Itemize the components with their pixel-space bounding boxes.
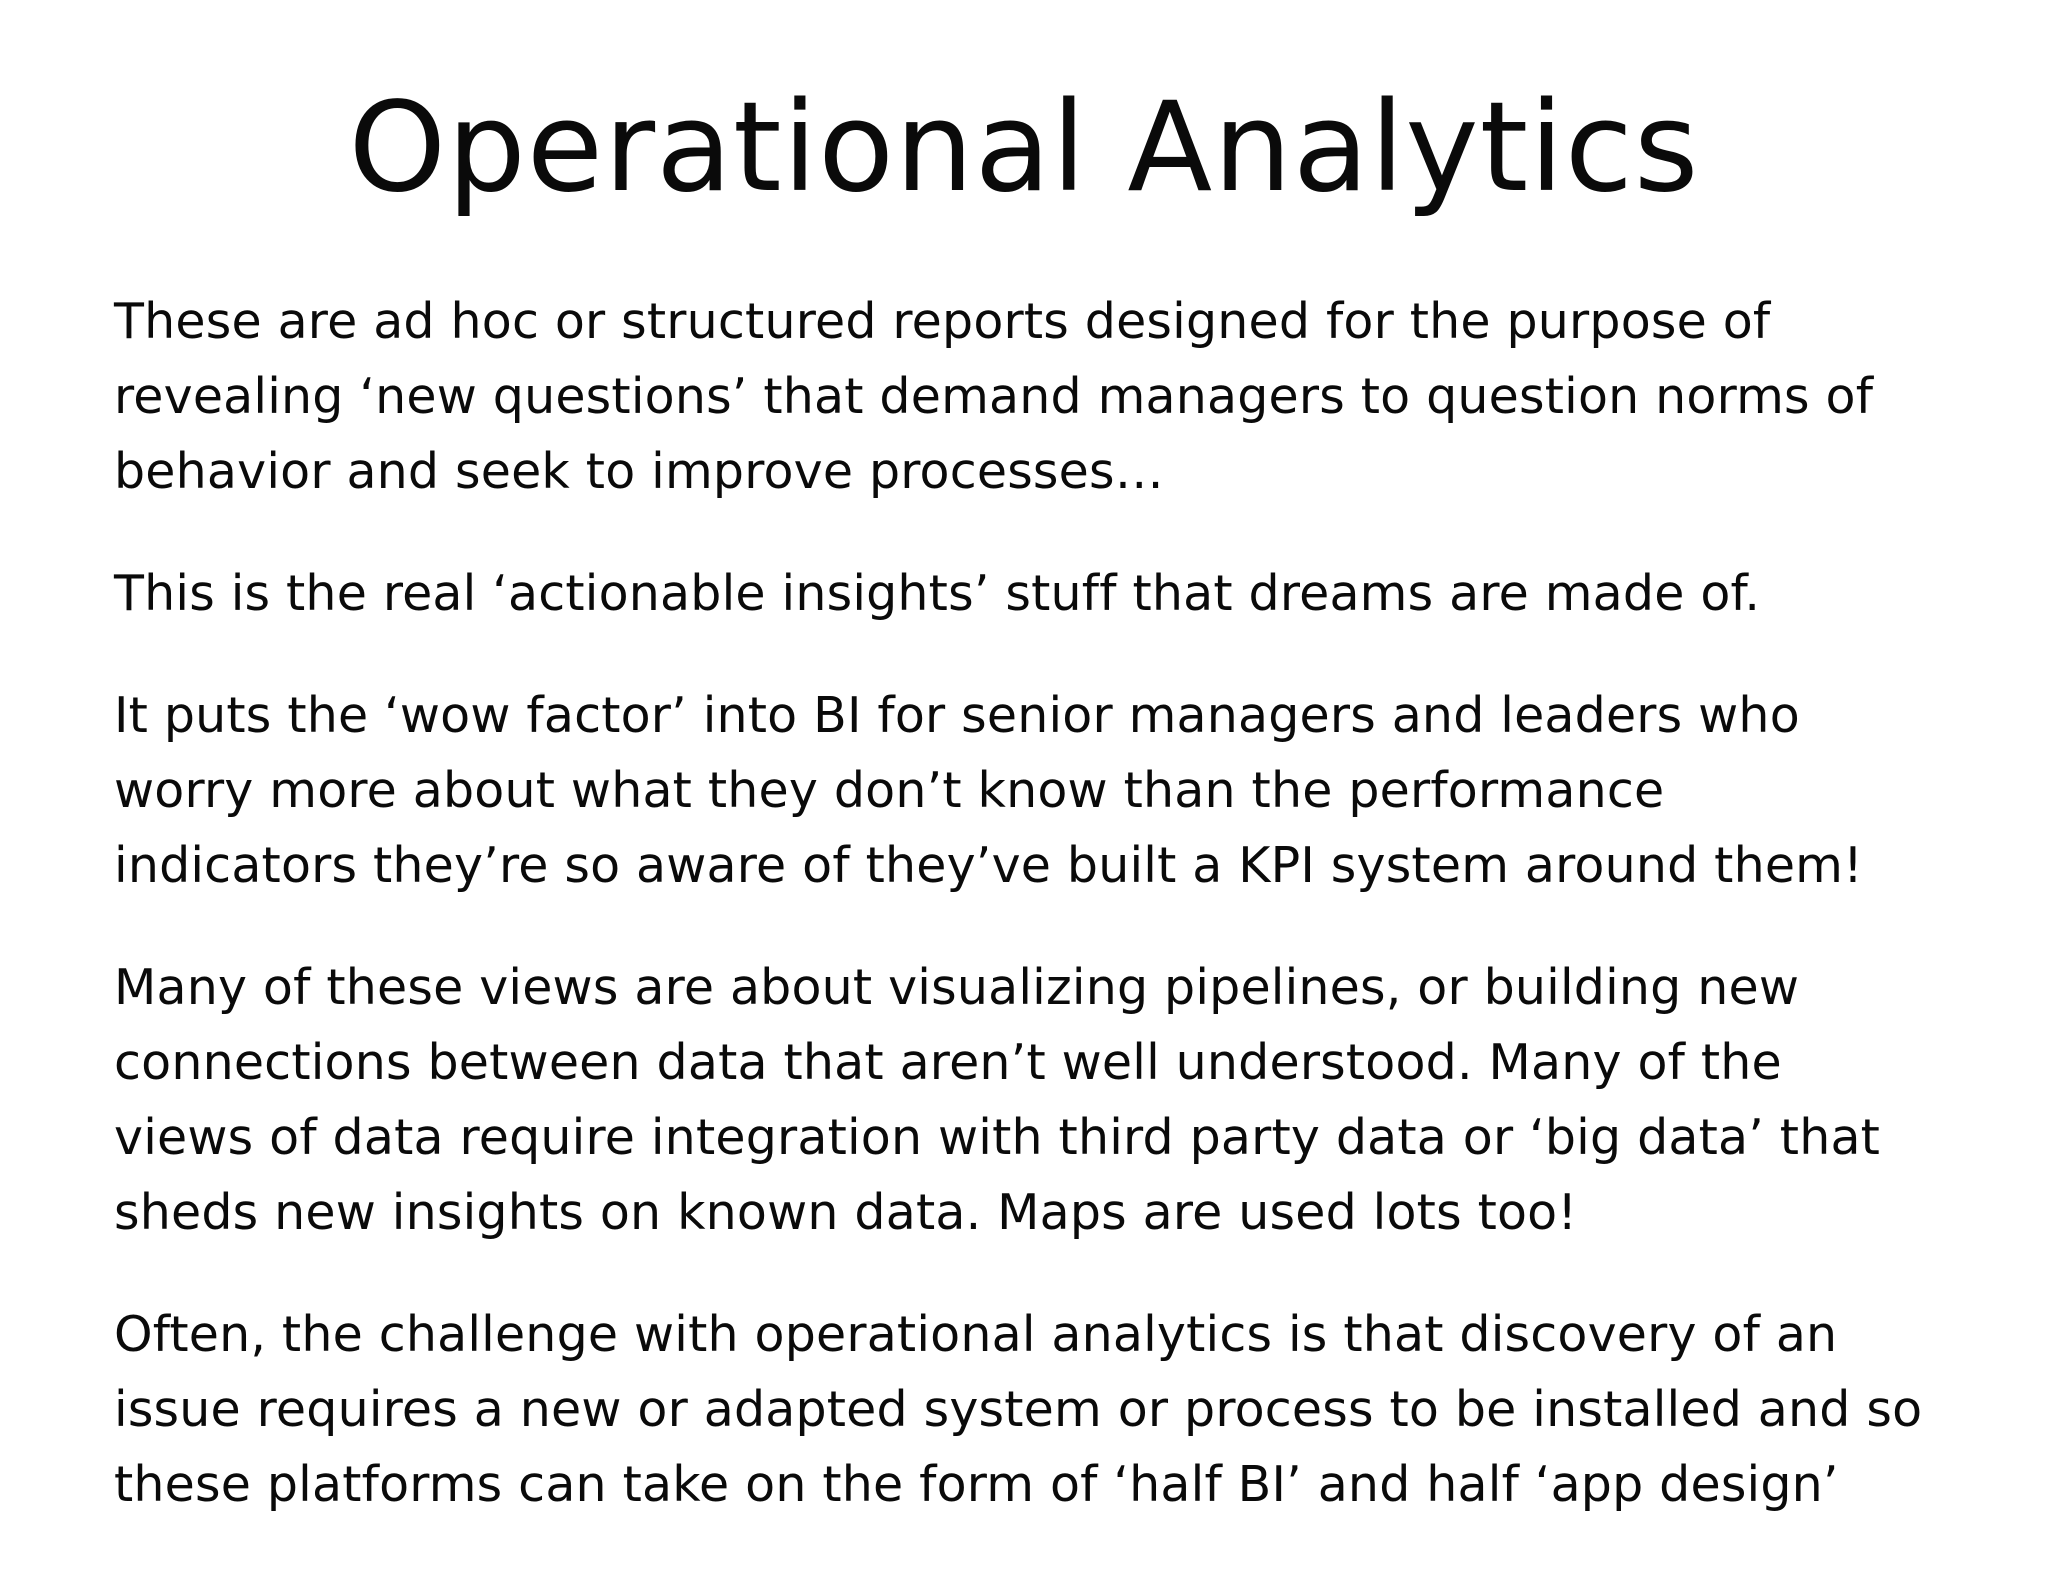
- paragraph-challenge: [114, 1297, 1994, 1522]
- slide-body: [114, 284, 1994, 1569]
- paragraph-line: It puts the ‘wow factor’ into BI for senior managers and leaders who: [114, 687, 1800, 744]
- paragraph-line: sheds new insights on known data. Maps are used lots too!: [114, 1184, 1578, 1241]
- paragraph-line: connections between data that aren’t well understood. Many of the: [114, 1034, 1782, 1091]
- slide-title: Operational Analytics: [348, 76, 1700, 220]
- paragraph-line: issue requires a new or adapted system or process to be installed and so: [114, 1381, 1923, 1438]
- paragraph-views: [114, 950, 1994, 1250]
- paragraph-line: views of data require integration with third party data or ‘big data’ that: [114, 1109, 1881, 1166]
- paragraph-line: Often, the challenge with operational analytics is that discovery of an: [114, 1306, 1838, 1363]
- paragraph-actionable-insights: [114, 556, 1994, 631]
- paragraph-purpose: [114, 284, 1994, 509]
- paragraph-line: worry more about what they don’t know than the performance: [114, 762, 1665, 819]
- paragraph-line: behavior and seek to improve processes…: [114, 443, 1164, 500]
- paragraph-line: revealing ‘new questions’ that demand managers to question norms of: [114, 368, 1874, 425]
- paragraph-line: This is the real ‘actionable insights’ stuff that dreams are made of.: [114, 565, 1761, 622]
- paragraph-line: Many of these views are about visualizing pipelines, or building new: [114, 959, 1800, 1016]
- paragraph-line: these platforms can take on the form of ‘half BI’ and half ‘app design’: [114, 1456, 1839, 1513]
- paragraph-line: These are ad hoc or structured reports designed for the purpose of: [114, 293, 1771, 350]
- paragraph-wow-factor: [114, 678, 1994, 903]
- paragraph-line: indicators they’re so aware of they’ve built a KPI system around them!: [114, 837, 1863, 894]
